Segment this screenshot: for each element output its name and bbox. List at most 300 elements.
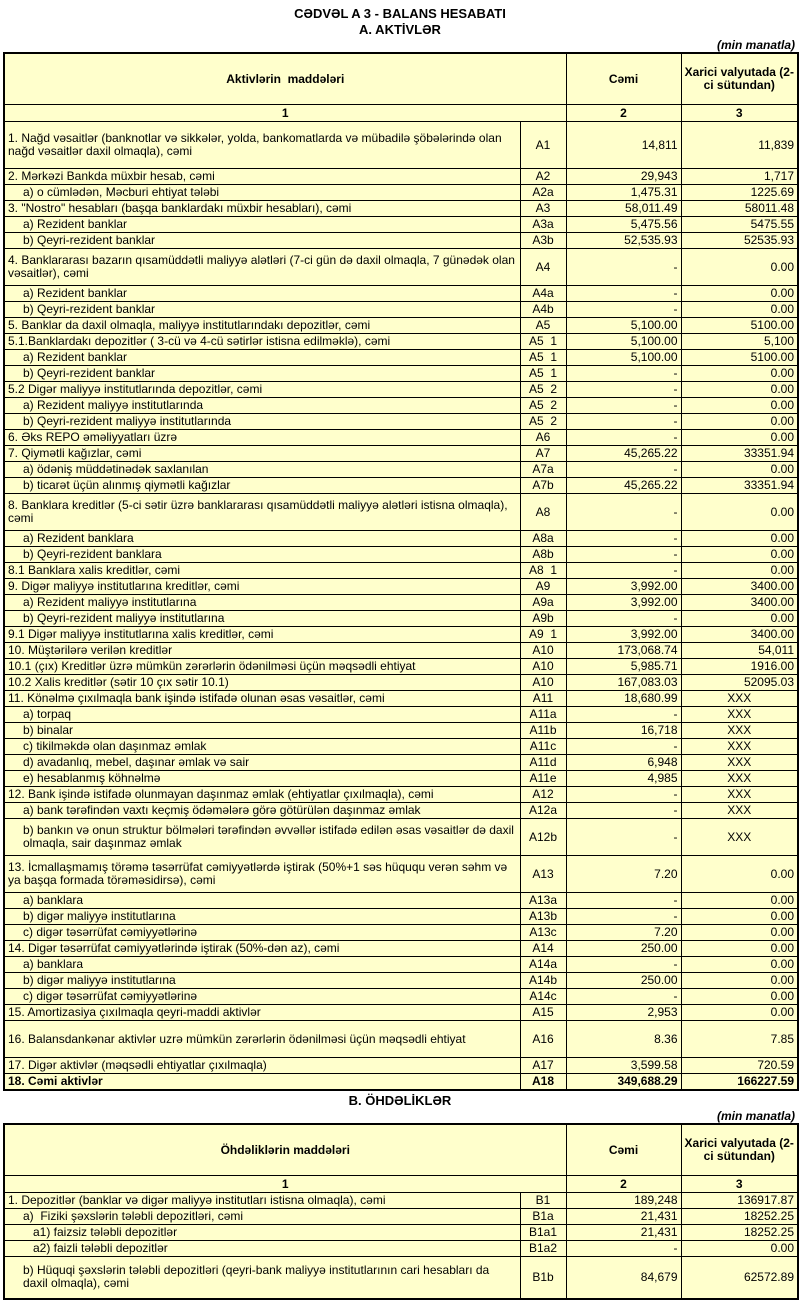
row-foreign-cell: 5100.00 xyxy=(681,350,798,366)
row-code-cell: A17 xyxy=(520,1058,566,1074)
row-total-cell: 189,248 xyxy=(566,1193,681,1209)
row-label-cell: e) hesablanmış köhnəlmə xyxy=(4,771,520,787)
row-code-cell: A12a xyxy=(520,803,566,819)
row-foreign-cell: 0.00 xyxy=(681,909,798,925)
row-label-cell: 5. Banklar da daxil olmaqla, maliyyə institutlarındakı depozitlər, cəmi xyxy=(4,318,520,334)
row-foreign-cell: XXX xyxy=(681,771,798,787)
row-foreign-cell: 0.00 xyxy=(681,249,798,286)
row-total-cell: 250.00 xyxy=(566,973,681,989)
table-row xyxy=(4,755,798,771)
row-label-cell: a) ödəniş müddətinədək saxlanılan xyxy=(4,462,520,478)
row-code-cell: A14a xyxy=(520,957,566,973)
section-b-title: B. ÖHDƏLİKLƏR xyxy=(348,1093,452,1108)
column-number-3: 3 xyxy=(681,105,798,122)
table-row xyxy=(4,462,798,478)
row-label-cell: 9.1 Digər maliyyə institutlarına xalis kreditlər, cəmi xyxy=(4,627,520,643)
row-foreign-cell: 0.00 xyxy=(681,1005,798,1021)
row-label-cell: 1. Depozitlər (banklar və digər maliyyə institutları istisna olmaqla), cəmi xyxy=(4,1193,520,1209)
row-foreign-cell: 720.59 xyxy=(681,1058,798,1074)
table-row xyxy=(4,446,798,462)
table-row xyxy=(4,771,798,787)
row-label-cell: a2) faizli tələbli depozitlər xyxy=(4,1241,520,1257)
liabilities-header-row xyxy=(4,1124,798,1176)
row-code-cell: A9 xyxy=(520,579,566,595)
row-total-cell: - xyxy=(566,563,681,579)
table-row xyxy=(4,1257,798,1299)
row-foreign-cell: 0.00 xyxy=(681,973,798,989)
table-row xyxy=(4,909,798,925)
row-total-cell: - xyxy=(566,286,681,302)
row-label-cell: b) Qeyri-rezident banklar xyxy=(4,233,520,249)
table-row xyxy=(4,941,798,957)
table-row xyxy=(4,659,798,675)
row-total-cell: - xyxy=(566,803,681,819)
table-row xyxy=(4,233,798,249)
row-label-cell: a) Fiziki şəxslərin tələbli depozitləri, cəmi xyxy=(4,1209,520,1225)
row-code-cell: A7 xyxy=(520,446,566,462)
row-code-cell: A11e xyxy=(520,771,566,787)
row-foreign-cell: 0.00 xyxy=(681,494,798,531)
row-label-cell: a) bank tərəfindən vaxtı keçmiş ödəmələrə görə götürülən daşınmaz əmlak xyxy=(4,803,520,819)
row-code-cell: A11a xyxy=(520,707,566,723)
row-label-cell: 3. "Nostro" hesabları (başqa banklardakı müxbir hesabları), cəmi xyxy=(4,201,520,217)
table-row xyxy=(4,611,798,627)
row-total-cell: 5,100.00 xyxy=(566,318,681,334)
row-label-cell: 9. Digər maliyyə institutlarına kreditlər, cəmi xyxy=(4,579,520,595)
row-foreign-cell: 1916.00 xyxy=(681,659,798,675)
row-foreign-cell: 18252.25 xyxy=(681,1209,798,1225)
row-code-cell: A14c xyxy=(520,989,566,1005)
row-label-cell: 16. Balansdankənar aktivlər uzrə mümkün zərərlərin ödənilməsi üçün məqsədli ehtiyat xyxy=(4,1021,520,1058)
row-label-cell: a) o cümlədən, Məcburi ehtiyat tələbi xyxy=(4,185,520,201)
row-foreign-cell: 0.00 xyxy=(681,398,798,414)
row-label-cell: b) Qeyri-rezident maliyyə institutlarında xyxy=(4,414,520,430)
assets-items-header-cell: Aktivlərin maddələri xyxy=(4,53,566,105)
row-total-cell: 1,475.31 xyxy=(566,185,681,201)
row-label-cell: b) Qeyri-rezident banklara xyxy=(4,547,520,563)
row-foreign-cell: 0.00 xyxy=(681,462,798,478)
row-foreign-cell: 3400.00 xyxy=(681,627,798,643)
table-row xyxy=(4,925,798,941)
row-foreign-cell: XXX xyxy=(681,691,798,707)
row-label-cell: c) digər təsərrüfat cəmiyyətlərinə xyxy=(4,925,520,941)
assets-column-number-row xyxy=(4,105,798,122)
row-label-cell: 17. Digər aktivlər (məqsədli ehtiyatlar çıxılmaqla) xyxy=(4,1058,520,1074)
row-total-cell: - xyxy=(566,819,681,856)
row-foreign-cell: 0.00 xyxy=(681,925,798,941)
row-total-cell: 3,599.58 xyxy=(566,1058,681,1074)
row-total-cell: 4,985 xyxy=(566,771,681,787)
table-row xyxy=(4,286,798,302)
table-row xyxy=(4,787,798,803)
row-code-cell: A13a xyxy=(520,893,566,909)
row-total-cell: 45,265.22 xyxy=(566,478,681,494)
row-foreign-cell: XXX xyxy=(681,755,798,771)
row-label-cell: b) Qeyri-rezident maliyyə institutlarına xyxy=(4,611,520,627)
row-label-cell: b) ticarət üçün alınmış qiymətli kağızlar xyxy=(4,478,520,494)
row-code-cell: A18 xyxy=(520,1074,566,1091)
row-code-cell: A3 xyxy=(520,201,566,217)
row-total-cell: 14,811 xyxy=(566,122,681,169)
row-total-cell: 173,068.74 xyxy=(566,643,681,659)
row-foreign-cell: XXX xyxy=(681,707,798,723)
table-row xyxy=(4,973,798,989)
row-code-cell: A13c xyxy=(520,925,566,941)
table-row xyxy=(4,531,798,547)
row-total-cell: - xyxy=(566,366,681,382)
row-code-cell: A2 xyxy=(520,169,566,185)
row-total-cell: - xyxy=(566,249,681,286)
row-foreign-cell: 0.00 xyxy=(681,957,798,973)
row-foreign-cell: 5100.00 xyxy=(681,318,798,334)
row-foreign-cell: 7.85 xyxy=(681,1021,798,1058)
row-label-cell: c) tikilməkdə olan daşınmaz əmlak xyxy=(4,739,520,755)
row-code-cell: A4b xyxy=(520,302,566,318)
row-total-cell: - xyxy=(566,462,681,478)
liabilities-items-header-cell: Öhdəliklərin maddələri xyxy=(4,1124,566,1176)
row-code-cell: A3b xyxy=(520,233,566,249)
row-foreign-cell: 3400.00 xyxy=(681,595,798,611)
table-row xyxy=(4,627,798,643)
table-row xyxy=(4,1058,798,1074)
row-label-cell: 10.2 Xalis kreditlər (sətir 10 çıx sətir 10.1) xyxy=(4,675,520,691)
table-row xyxy=(4,1225,798,1241)
row-total-cell: - xyxy=(566,430,681,446)
row-code-cell: B1a2 xyxy=(520,1241,566,1257)
row-code-cell: A7b xyxy=(520,478,566,494)
row-foreign-cell: 0.00 xyxy=(681,382,798,398)
row-code-cell: A9 1 xyxy=(520,627,566,643)
row-total-cell: 18,680.99 xyxy=(566,691,681,707)
row-code-cell: A8a xyxy=(520,531,566,547)
table-row xyxy=(4,893,798,909)
row-total-cell: - xyxy=(566,893,681,909)
row-label-cell: 14. Digər təsərrüfat cəmiyyətlərində iştirak (50%-dən az), cəmi xyxy=(4,941,520,957)
table-row xyxy=(4,122,798,169)
table-row xyxy=(4,643,798,659)
table-row xyxy=(4,318,798,334)
row-code-cell: B1a1 xyxy=(520,1225,566,1241)
row-total-cell: 5,100.00 xyxy=(566,334,681,350)
assets-foreign-header-cell: Xarici valyutada (2-ci sütundan) xyxy=(681,53,798,105)
row-code-cell: A3a xyxy=(520,217,566,233)
row-code-cell: A12b xyxy=(520,819,566,856)
row-foreign-cell: 0.00 xyxy=(681,611,798,627)
row-code-cell: A5 2 xyxy=(520,414,566,430)
row-total-cell: 21,431 xyxy=(566,1225,681,1241)
row-total-cell: 250.00 xyxy=(566,941,681,957)
row-foreign-cell: 11,839 xyxy=(681,122,798,169)
row-total-cell: 2,953 xyxy=(566,1005,681,1021)
assets-table xyxy=(3,52,799,1091)
row-total-cell: 167,083.03 xyxy=(566,675,681,691)
table-row xyxy=(4,217,798,233)
table-row xyxy=(4,1005,798,1021)
row-code-cell: A10 xyxy=(520,675,566,691)
row-total-cell: 8.36 xyxy=(566,1021,681,1058)
row-code-cell: B1a xyxy=(520,1209,566,1225)
row-label-cell: 5.1.Banklardakı depozitlər ( 3-cü və 4-cü sətirlər istisna edilməklə), cəmi xyxy=(4,334,520,350)
row-code-cell: A11 xyxy=(520,691,566,707)
row-foreign-cell: XXX xyxy=(681,787,798,803)
assets-header-row xyxy=(4,53,798,105)
row-code-cell: A5 1 xyxy=(520,334,566,350)
table-row xyxy=(4,398,798,414)
row-code-cell: A10 xyxy=(520,659,566,675)
row-foreign-cell: 0.00 xyxy=(681,531,798,547)
row-foreign-cell: 58011.48 xyxy=(681,201,798,217)
row-label-cell: b) Qeyri-rezident banklar xyxy=(4,302,520,318)
row-total-cell: - xyxy=(566,707,681,723)
liabilities-table xyxy=(3,1123,799,1300)
row-total-cell: - xyxy=(566,547,681,563)
row-code-cell: A13 xyxy=(520,856,566,893)
row-label-cell: 1. Nağd vəsaitlər (banknotlar və sikkələr, yolda, bankomatlarda və mübadilə şöbələrində olan nağd vəsaitlər daxil olmaqla), cəmi xyxy=(4,122,520,169)
row-code-cell: A2a xyxy=(520,185,566,201)
row-code-cell: A10 xyxy=(520,643,566,659)
table-row xyxy=(4,302,798,318)
row-foreign-cell: 0.00 xyxy=(681,1241,798,1257)
row-total-cell: 52,535.93 xyxy=(566,233,681,249)
row-foreign-cell: 52095.03 xyxy=(681,675,798,691)
liabilities-column-number-row xyxy=(4,1176,798,1193)
row-foreign-cell: 0.00 xyxy=(681,547,798,563)
row-label-cell: 11. Könəlmə çıxılmaqla bank işində istifadə olunan əsas vəsaitlər, cəmi xyxy=(4,691,520,707)
row-total-cell: - xyxy=(566,739,681,755)
table-row xyxy=(4,1241,798,1257)
assets-total-header-cell: Cəmi xyxy=(566,53,681,105)
row-foreign-cell: XXX xyxy=(681,819,798,856)
row-foreign-cell: 0.00 xyxy=(681,430,798,446)
row-foreign-cell: 3400.00 xyxy=(681,579,798,595)
row-foreign-cell: 0.00 xyxy=(681,563,798,579)
row-label-cell: a) Rezident maliyyə institutlarına xyxy=(4,595,520,611)
row-code-cell: A4a xyxy=(520,286,566,302)
row-label-cell: 10. Müştərilərə verilən kreditlər xyxy=(4,643,520,659)
row-label-cell: 15. Amortizasiya çıxılmaqla qeyri-maddi aktivlər xyxy=(4,1005,520,1021)
row-code-cell: A9a xyxy=(520,595,566,611)
unit-note-a: (min manatla) xyxy=(716,38,795,52)
table-row xyxy=(4,430,798,446)
row-label-cell: 8.1 Banklara xalis kreditlər, cəmi xyxy=(4,563,520,579)
table-row xyxy=(4,1193,798,1209)
row-code-cell: A5 xyxy=(520,318,566,334)
column-number-1: 1 xyxy=(4,105,566,122)
row-label-cell: a) torpaq xyxy=(4,707,520,723)
row-foreign-cell: 62572.89 xyxy=(681,1257,798,1299)
table-row xyxy=(4,819,798,856)
row-total-cell: 3,992.00 xyxy=(566,595,681,611)
row-code-cell: A13b xyxy=(520,909,566,925)
row-label-cell: b) Hüquqi şəxslərin tələbli depozitləri (qeyri-bank maliyyə institutlarının cari hesabları da daxil olmaqla), cəmi xyxy=(4,1257,520,1299)
row-foreign-cell: 0.00 xyxy=(681,414,798,430)
row-label-cell: b) Qeyri-rezident banklar xyxy=(4,366,520,382)
table-row xyxy=(4,494,798,531)
section-a-title: A. AKTİVLƏR xyxy=(359,22,441,37)
table-row xyxy=(4,1209,798,1225)
table-row xyxy=(4,579,798,595)
table-row xyxy=(4,691,798,707)
row-label-cell: a) Rezident banklar xyxy=(4,217,520,233)
table-row xyxy=(4,957,798,973)
row-foreign-cell: 54,011 xyxy=(681,643,798,659)
row-foreign-cell: 0.00 xyxy=(681,302,798,318)
row-code-cell: A11b xyxy=(520,723,566,739)
row-foreign-cell: 0.00 xyxy=(681,893,798,909)
row-code-cell: A12 xyxy=(520,787,566,803)
row-total-cell: 29,943 xyxy=(566,169,681,185)
row-code-cell: A5 2 xyxy=(520,382,566,398)
row-total-cell: 58,011.49 xyxy=(566,201,681,217)
row-total-cell: - xyxy=(566,989,681,1005)
row-foreign-cell: 18252.25 xyxy=(681,1225,798,1241)
row-label-cell: 10.1 (çıx) Kreditlər üzrə mümkün zərərlərin ödənilməsi üçün məqsədli ehtiyat xyxy=(4,659,520,675)
row-foreign-cell: XXX xyxy=(681,723,798,739)
row-code-cell: A5 1 xyxy=(520,350,566,366)
row-foreign-cell: XXX xyxy=(681,739,798,755)
row-code-cell: A9b xyxy=(520,611,566,627)
row-label-cell: 12. Bank işində istifadə olunmayan daşınmaz əmlak (ehtiyatlar çıxılmaqla), cəmi xyxy=(4,787,520,803)
row-total-cell: 16,718 xyxy=(566,723,681,739)
table-row xyxy=(4,856,798,893)
table-row xyxy=(4,595,798,611)
row-label-cell: 8. Banklara kreditlər (5-ci sətir üzrə banklararası qısamüddətli maliyyə alətləri istisna olmaqla), cəmi xyxy=(4,494,520,531)
row-total-cell: - xyxy=(566,1241,681,1257)
row-label-cell: a) banklara xyxy=(4,957,520,973)
row-label-cell: 6. Əks REPO əməliyyatları üzrə xyxy=(4,430,520,446)
row-total-cell: - xyxy=(566,302,681,318)
table-row xyxy=(4,249,798,286)
table-row xyxy=(4,185,798,201)
row-label-cell: b) bankın və onun struktur bölmələri tərəfindən əvvəllər istifadə edilən əsas vəsaitlər də daxil olmaqla, sair daşınmaz əmlak xyxy=(4,819,520,856)
report-title: CƏDVƏL A 3 - BALANS HESABATI xyxy=(294,6,506,21)
liabilities-total-header-cell: Cəmi xyxy=(566,1124,681,1176)
row-total-cell: 5,475.56 xyxy=(566,217,681,233)
row-foreign-cell: 0.00 xyxy=(681,856,798,893)
table-row xyxy=(4,989,798,1005)
row-code-cell: B1 xyxy=(520,1193,566,1209)
row-label-cell: 18. Cəmi aktivlər xyxy=(4,1074,520,1091)
row-label-cell: c) digər təsərrüfat cəmiyyətlərinə xyxy=(4,989,520,1005)
row-foreign-cell: 166227.59 xyxy=(681,1074,798,1091)
row-code-cell: A4 xyxy=(520,249,566,286)
row-foreign-cell: 33351.94 xyxy=(681,478,798,494)
row-foreign-cell: 1225.69 xyxy=(681,185,798,201)
row-code-cell: A5 2 xyxy=(520,398,566,414)
row-foreign-cell: 5475.55 xyxy=(681,217,798,233)
row-total-cell: - xyxy=(566,611,681,627)
row-label-cell: 4. Banklararası bazarın qısamüddətli maliyyə alətləri (7-ci gün də daxil olmaqla, 7 günədək olan vəsaitlər), cəmi xyxy=(4,249,520,286)
row-total-cell: 6,948 xyxy=(566,755,681,771)
row-total-cell: 349,688.29 xyxy=(566,1074,681,1091)
row-code-cell: A6 xyxy=(520,430,566,446)
row-total-cell: 7.20 xyxy=(566,856,681,893)
row-total-cell: - xyxy=(566,414,681,430)
row-label-cell: 2. Mərkəzi Bankda müxbir hesab, cəmi xyxy=(4,169,520,185)
row-code-cell: A8b xyxy=(520,547,566,563)
row-code-cell: A14 xyxy=(520,941,566,957)
row-foreign-cell: 0.00 xyxy=(681,286,798,302)
row-code-cell: A14b xyxy=(520,973,566,989)
row-foreign-cell: 5,100 xyxy=(681,334,798,350)
row-code-cell: A11d xyxy=(520,755,566,771)
row-total-cell: 45,265.22 xyxy=(566,446,681,462)
table-row xyxy=(4,675,798,691)
table-row xyxy=(4,707,798,723)
table-row xyxy=(4,350,798,366)
row-total-cell: 7.20 xyxy=(566,925,681,941)
row-code-cell: A11c xyxy=(520,739,566,755)
table-row xyxy=(4,382,798,398)
row-total-cell: - xyxy=(566,382,681,398)
table-row xyxy=(4,414,798,430)
unit-note-b: (min manatla) xyxy=(716,1109,795,1123)
row-label-cell: a) Rezident banklar xyxy=(4,350,520,366)
table-row xyxy=(4,1021,798,1058)
row-code-cell: A1 xyxy=(520,122,566,169)
table-row xyxy=(4,1074,798,1091)
row-label-cell: 13. İcmallaşmamış törəmə təsərrüfat cəmiyyətlərdə iştirak (50%+1 səs hüququ verən səhm və ya başqa formada törəməsidirsə), cəmi xyxy=(4,856,520,893)
row-code-cell: A16 xyxy=(520,1021,566,1058)
row-label-cell: a) banklara xyxy=(4,893,520,909)
row-foreign-cell: 0.00 xyxy=(681,366,798,382)
table-row xyxy=(4,563,798,579)
row-code-cell: B1b xyxy=(520,1257,566,1299)
row-label-cell: a1) faizsiz tələbli depozitlər xyxy=(4,1225,520,1241)
row-code-cell: A8 xyxy=(520,494,566,531)
row-foreign-cell: 52535.93 xyxy=(681,233,798,249)
row-label-cell: 7. Qiymətli kağızlar, cəmi xyxy=(4,446,520,462)
table-row xyxy=(4,169,798,185)
row-total-cell: 21,431 xyxy=(566,1209,681,1225)
liabilities-foreign-header-cell: Xarici valyutada (2-ci sütundan) xyxy=(681,1124,798,1176)
row-foreign-cell: 0.00 xyxy=(681,989,798,1005)
table-row xyxy=(4,366,798,382)
row-total-cell: - xyxy=(566,494,681,531)
table-row xyxy=(4,201,798,217)
row-total-cell: 3,992.00 xyxy=(566,579,681,595)
row-total-cell: 3,992.00 xyxy=(566,627,681,643)
row-label-cell: a) Rezident banklar xyxy=(4,286,520,302)
row-total-cell: - xyxy=(566,531,681,547)
row-code-cell: A15 xyxy=(520,1005,566,1021)
row-total-cell: 5,100.00 xyxy=(566,350,681,366)
row-label-cell: b) binalar xyxy=(4,723,520,739)
row-code-cell: A7a xyxy=(520,462,566,478)
row-foreign-cell: 33351.94 xyxy=(681,446,798,462)
row-total-cell: - xyxy=(566,398,681,414)
table-row xyxy=(4,478,798,494)
table-row xyxy=(4,739,798,755)
row-code-cell: A8 1 xyxy=(520,563,566,579)
row-total-cell: - xyxy=(566,957,681,973)
table-row xyxy=(4,547,798,563)
row-label-cell: a) Rezident banklara xyxy=(4,531,520,547)
row-label-cell: d) avadanlıq, mebel, daşınar əmlak və sair xyxy=(4,755,520,771)
row-foreign-cell: XXX xyxy=(681,803,798,819)
row-foreign-cell: 0.00 xyxy=(681,941,798,957)
column-number-2: 2 xyxy=(566,105,681,122)
row-total-cell: 5,985.71 xyxy=(566,659,681,675)
row-foreign-cell: 136917.87 xyxy=(681,1193,798,1209)
row-foreign-cell: 1,717 xyxy=(681,169,798,185)
row-label-cell: a) Rezident maliyyə institutlarında xyxy=(4,398,520,414)
row-total-cell: 84,679 xyxy=(566,1257,681,1299)
row-label-cell: b) digər maliyyə institutlarına xyxy=(4,909,520,925)
column-number-1: 1 xyxy=(4,1176,566,1193)
row-code-cell: A5 1 xyxy=(520,366,566,382)
column-number-2: 2 xyxy=(566,1176,681,1193)
